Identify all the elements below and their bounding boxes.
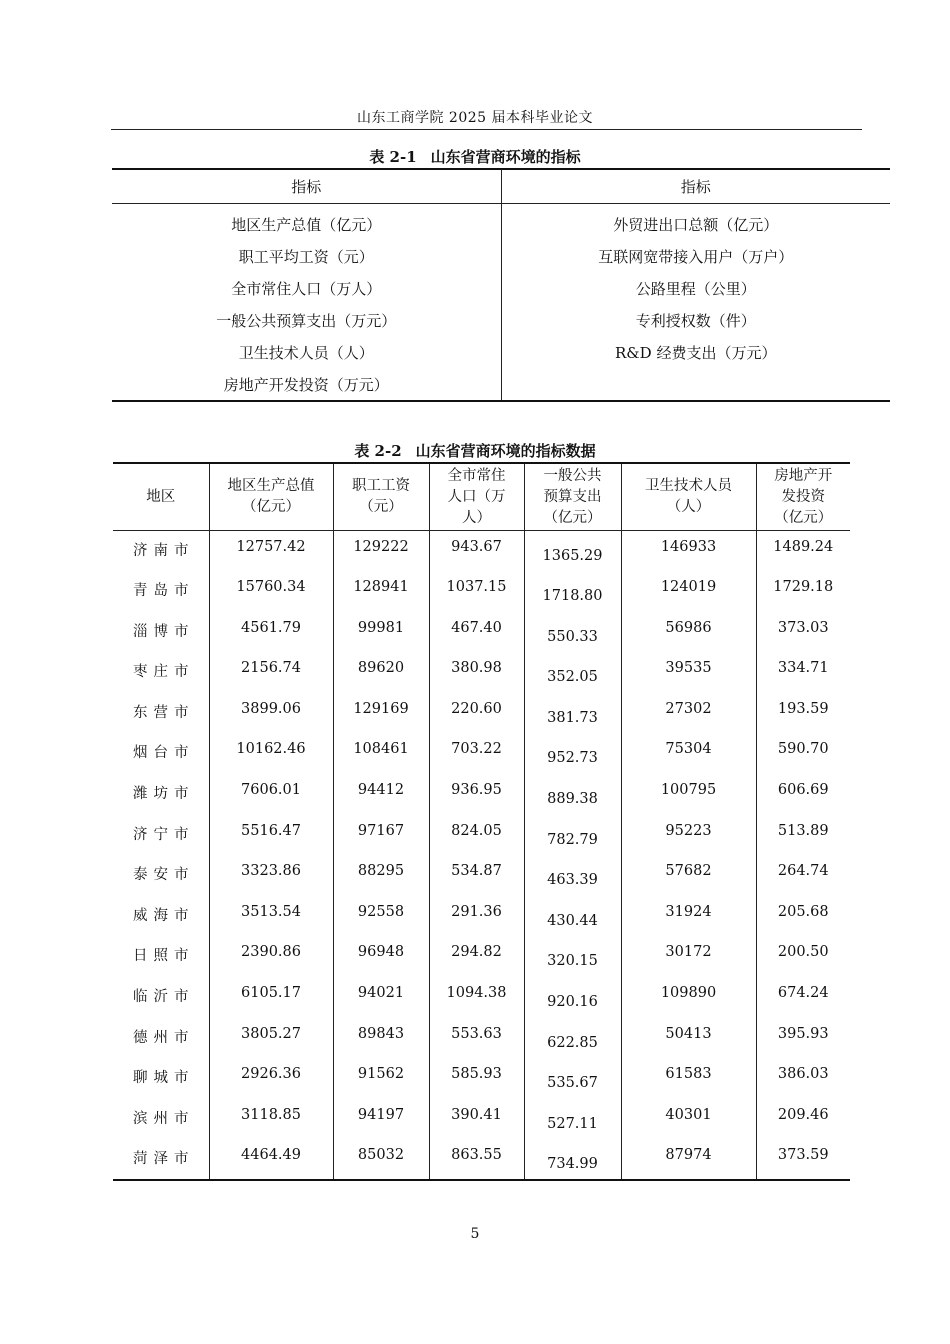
table-cell: 一般公共预算支出（万元） xyxy=(112,304,501,336)
column-header-line: 房地产开 xyxy=(774,467,833,484)
table-cell: 95223 xyxy=(621,815,756,856)
indicator-table xyxy=(112,168,890,402)
region-cell: 济南市 xyxy=(113,531,209,572)
table-header-row xyxy=(112,169,890,204)
table-cell: 936.95 xyxy=(429,774,524,815)
table-header-row xyxy=(113,463,850,531)
table-cell: 622.85 xyxy=(524,1018,621,1059)
table-cell: 334.71 xyxy=(777,660,829,677)
table-cell: 1718.80 xyxy=(524,571,621,612)
table-cell: 291.36 xyxy=(429,896,524,937)
table-row xyxy=(113,612,850,653)
column-header xyxy=(429,463,524,531)
column-header-line: 全市常住 xyxy=(447,467,506,484)
table-row xyxy=(113,652,850,693)
table-cell: 27302 xyxy=(621,693,756,734)
table-cell: 220.60 xyxy=(429,693,524,734)
page-header: 山东工商学院 2025 届本科毕业论文 xyxy=(356,110,594,126)
column-header xyxy=(524,463,621,531)
table-row xyxy=(113,936,850,977)
table-cell: 39535 xyxy=(621,652,756,693)
table-cell: 3513.54 xyxy=(209,896,333,937)
table-cell: 89843 xyxy=(333,1018,429,1059)
table-cell: 全市常住人口（万人） xyxy=(112,272,501,304)
table-cell: 703.22 xyxy=(429,733,524,774)
table-row xyxy=(113,977,850,1018)
table-cell: 824.05 xyxy=(429,815,524,856)
table-cell: 550.33 xyxy=(524,612,621,653)
table-cell: 2156.74 xyxy=(209,652,333,693)
table-cell: 地区生产总值（亿元） xyxy=(112,204,501,241)
table1-caption-number: 表 2-1 xyxy=(369,148,417,166)
table-cell: 2926.36 xyxy=(209,1058,333,1099)
table-cell: 124019 xyxy=(621,571,756,612)
table-cell: R&D 经费支出（万元） xyxy=(615,343,777,362)
table-row xyxy=(112,368,890,401)
table-cell: 200.50 xyxy=(777,944,829,961)
table-cell: 534.87 xyxy=(429,855,524,896)
table-cell: 85032 xyxy=(333,1139,429,1180)
table-cell: 128941 xyxy=(333,571,429,612)
table-row xyxy=(112,304,890,336)
table-cell: 75304 xyxy=(621,733,756,774)
table-cell: 94412 xyxy=(333,774,429,815)
column-header-line: 卫生技术人员 xyxy=(645,478,732,494)
table-cell: 205.68 xyxy=(777,903,829,920)
region-cell: 泰安市 xyxy=(113,855,209,896)
table-cell: 外贸进出口总额（亿元） xyxy=(613,215,779,234)
table-cell: 5516.47 xyxy=(209,815,333,856)
column-header xyxy=(756,463,850,531)
table-cell: 61583 xyxy=(621,1058,756,1099)
table-row xyxy=(113,815,850,856)
table-cell: 15760.34 xyxy=(209,571,333,612)
column-header-line: （亿元） xyxy=(543,509,602,526)
table-cell: 31924 xyxy=(621,896,756,937)
table-cell: 87974 xyxy=(621,1139,756,1180)
column-header-line: 人） xyxy=(462,509,491,526)
table-row xyxy=(112,336,890,368)
column-header-line: 预算支出 xyxy=(543,488,602,505)
table-cell: 1729.18 xyxy=(773,579,834,596)
region-cell: 枣庄市 xyxy=(113,652,209,693)
table-cell: 390.41 xyxy=(429,1099,524,1140)
table-cell: 100795 xyxy=(621,774,756,815)
table-cell: 373.59 xyxy=(777,1147,829,1164)
table-cell: 40301 xyxy=(621,1099,756,1140)
table-cell: 1489.24 xyxy=(773,539,834,555)
table-row xyxy=(113,1058,850,1099)
table-row xyxy=(113,1139,850,1180)
table-cell: 782.79 xyxy=(524,815,621,856)
region-cell: 潍坊市 xyxy=(113,774,209,815)
table-cell: 30172 xyxy=(621,936,756,977)
region-cell: 临沂市 xyxy=(113,977,209,1018)
region-cell: 菏泽市 xyxy=(113,1139,209,1180)
region-cell: 滨州市 xyxy=(113,1099,209,1140)
column-header-line: （亿元） xyxy=(774,509,833,526)
table-row xyxy=(112,204,890,241)
table-cell: 395.93 xyxy=(777,1025,829,1042)
table-cell: 943.67 xyxy=(429,531,524,572)
table-cell: 352.05 xyxy=(524,652,621,693)
indicator-data-table xyxy=(113,462,850,1181)
table-cell: 108461 xyxy=(333,733,429,774)
table-cell: 3323.86 xyxy=(209,855,333,896)
table2-caption-number: 表 2-2 xyxy=(354,442,402,460)
column-header-line: 地区 xyxy=(146,488,176,505)
table-cell: 职工平均工资（元） xyxy=(112,240,501,272)
table-cell: 7606.01 xyxy=(209,774,333,815)
table-cell: 209.46 xyxy=(777,1106,829,1123)
header-rule xyxy=(111,129,862,130)
column-header-line: （亿元） xyxy=(242,499,300,515)
table-cell: 94197 xyxy=(333,1099,429,1140)
column-header xyxy=(621,463,756,531)
table-cell: 10162.46 xyxy=(209,733,333,774)
table-cell: 585.93 xyxy=(429,1058,524,1099)
table-cell: 6105.17 xyxy=(209,977,333,1018)
table-cell: 952.73 xyxy=(524,733,621,774)
column-header-line: 人口（万 xyxy=(447,488,506,505)
region-cell: 聊城市 xyxy=(113,1058,209,1099)
column-header-line: （元） xyxy=(359,499,403,515)
table-cell: 88295 xyxy=(333,855,429,896)
region-cell: 威海市 xyxy=(113,896,209,937)
column-header-line: （人） xyxy=(666,499,711,515)
table-cell: 535.67 xyxy=(524,1058,621,1099)
region-cell: 德州市 xyxy=(113,1018,209,1059)
table-cell: 320.15 xyxy=(524,936,621,977)
region-cell: 东营市 xyxy=(113,693,209,734)
table-cell: 386.03 xyxy=(777,1066,829,1083)
region-cell: 青岛市 xyxy=(113,571,209,612)
table-cell: 1365.29 xyxy=(524,531,621,572)
table-cell: 4561.79 xyxy=(209,612,333,653)
table-cell: 4464.49 xyxy=(209,1139,333,1180)
table2-caption xyxy=(0,440,950,461)
table-cell: 373.03 xyxy=(777,619,829,636)
region-cell: 烟台市 xyxy=(113,733,209,774)
column-header-line: 职工工资 xyxy=(352,478,410,494)
table-cell: 3118.85 xyxy=(209,1099,333,1140)
table-cell: 1094.38 xyxy=(429,977,524,1018)
table-cell: 129169 xyxy=(333,693,429,734)
table-cell: 91562 xyxy=(333,1058,429,1099)
table-cell: 57682 xyxy=(621,855,756,896)
table-cell: 109890 xyxy=(621,977,756,1018)
column-header xyxy=(333,463,429,531)
table-cell: 97167 xyxy=(333,815,429,856)
column-header-line: 地区生产总值 xyxy=(227,478,315,494)
table-cell: 674.24 xyxy=(777,985,829,1002)
table-cell: 553.63 xyxy=(429,1018,524,1059)
table-row xyxy=(112,272,890,304)
table-cell: 734.99 xyxy=(524,1139,621,1180)
table-cell: 96948 xyxy=(333,936,429,977)
table-row xyxy=(113,855,850,896)
table-cell: 房地产开发投资（万元） xyxy=(112,368,501,401)
table-cell xyxy=(501,368,890,401)
table-cell: 卫生技术人员（人） xyxy=(112,336,501,368)
table-row xyxy=(113,774,850,815)
table-cell: 99981 xyxy=(333,612,429,653)
column-header-line: 一般公共 xyxy=(543,467,602,484)
table-row xyxy=(113,693,850,734)
table-cell: 193.59 xyxy=(777,700,829,717)
table-row xyxy=(112,240,890,272)
column-header-line: 发投资 xyxy=(781,488,825,505)
table-cell: 92558 xyxy=(333,896,429,937)
table-cell: 606.69 xyxy=(777,782,829,799)
table-cell: 3805.27 xyxy=(209,1018,333,1059)
table-cell: 12757.42 xyxy=(209,531,333,572)
table-cell: 294.82 xyxy=(429,936,524,977)
table-cell: 50413 xyxy=(621,1018,756,1059)
table-row xyxy=(113,571,850,612)
table-row xyxy=(113,531,850,572)
table-cell: 89620 xyxy=(333,652,429,693)
table-cell: 264.74 xyxy=(777,863,829,880)
table-cell: 863.55 xyxy=(429,1139,524,1180)
table-cell: 381.73 xyxy=(524,693,621,734)
region-cell: 济宁市 xyxy=(113,815,209,856)
column-header xyxy=(113,463,209,531)
table-cell: 467.40 xyxy=(429,612,524,653)
column-header xyxy=(209,463,333,531)
table-cell: 专利授权数（件） xyxy=(635,311,756,330)
table-cell: 94021 xyxy=(333,977,429,1018)
table-row xyxy=(113,1099,850,1140)
table-cell: 2390.86 xyxy=(209,936,333,977)
region-cell: 淄博市 xyxy=(113,612,209,653)
table-cell: 513.89 xyxy=(777,822,829,839)
table-row xyxy=(113,1018,850,1059)
table-cell: 463.39 xyxy=(524,855,621,896)
region-cell: 日照市 xyxy=(113,936,209,977)
page-number: 5 xyxy=(470,1226,480,1242)
table-cell: 590.70 xyxy=(777,741,829,758)
table2-caption-text: 山东省营商环境的指标数据 xyxy=(415,442,596,460)
table-row xyxy=(113,733,850,774)
column-header: 指标 xyxy=(112,169,501,204)
table-cell: 56986 xyxy=(621,612,756,653)
table-cell: 380.98 xyxy=(429,652,524,693)
table-row xyxy=(113,896,850,937)
table1-caption xyxy=(0,146,950,167)
table-cell: 129222 xyxy=(333,531,429,572)
table-cell: 公路里程（公里） xyxy=(635,279,756,298)
table-cell: 3899.06 xyxy=(209,693,333,734)
table-cell: 527.11 xyxy=(524,1099,621,1140)
table-cell: 1037.15 xyxy=(429,571,524,612)
table-cell: 互联网宽带接入用户（万户） xyxy=(598,247,794,266)
column-header: 指标 xyxy=(501,169,890,204)
table1-caption-text: 山东省营商环境的指标 xyxy=(430,148,581,166)
table-cell: 146933 xyxy=(621,531,756,572)
table-cell: 889.38 xyxy=(524,774,621,815)
table-cell: 920.16 xyxy=(524,977,621,1018)
table-cell: 430.44 xyxy=(524,896,621,937)
